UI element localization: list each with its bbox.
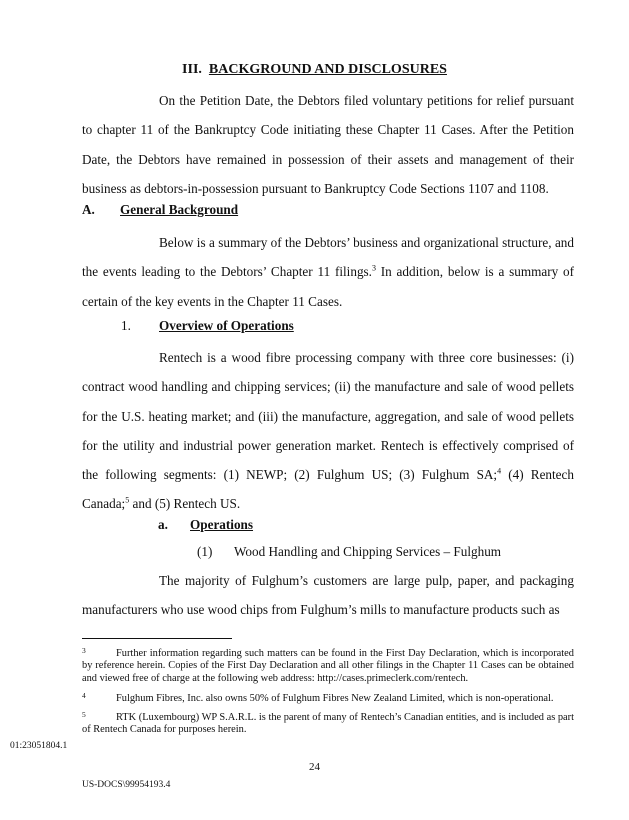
footnote-4: 4 Fulghum Fibres, Inc. also owns 50% of Fulghum Fibres New Zealand Limited, which is non-operational. [82, 691, 554, 704]
document-id-bottom: US-DOCS\99954193.4 [82, 780, 171, 790]
section-heading [0, 62, 629, 78]
section-1-paragraph: Rentech is a wood fibre processing company with three core businesses: (i) contract wood handling and chipping services; (ii) the manufacture and sale of wood pellets for the U.S. heating market; and (iii) the manufacture, aggregation, and sale of wood pellets for the utility and industrial power generation market. Rentech is effectively comprised of the following segments: (1) NEWP; (2) Fulghum US; (3) Fulghum SA;$^4$ (4) Rentech Canada;$^5$ and (5) Rentech US. [82, 350, 574, 512]
section-a-heading [82, 202, 239, 218]
subsection-a-letter: a. [158, 517, 168, 532]
subsection-1-heading [197, 544, 502, 560]
subsection-a-heading [158, 517, 254, 533]
footnote-ref-3: 3 [371, 263, 376, 273]
section-a-title: General Background [120, 202, 239, 217]
section-1-heading [121, 318, 294, 334]
subsection-a-title: Operations [190, 517, 254, 532]
footnote-3: 3 Further information regarding such matters can be found in the First Day Declaration, which is incorporated by reference herein. Copies of the First Day Declaration and all other filings in the Chapter 11 Cases can be obtained and viewed free of charge at the following web address: http://cases.primeclerk.com/rentech. [82, 646, 574, 684]
footnote-5: 5 RTK (Luxembourg) WP S.A.R.L. is the parent of many of Rentech’s Canadian entities, and is included as part of Rentech Canada for purposes herein. [82, 710, 575, 736]
footnote-ref-5: 5 [125, 496, 130, 506]
document-id-top: 01:23051804.1 [10, 741, 68, 751]
fulghum-paragraph: The majority of Fulghum’s customers are large pulp, paper, and packaging manufacturers who use wood chips from Fulghum’s mills to manufacture products such as [82, 573, 574, 618]
heading-number: III. [182, 62, 202, 77]
footnote-ref-4: 4 [497, 466, 502, 476]
section-a-letter: A. [82, 202, 95, 217]
section-a-paragraph: Below is a summary of the Debtors’ business and organizational structure, and the events leading to the Debtors’ Chapter 11 filings.$^3$ In addition, below is a summary of certain of the key events in the Chapter 11 Cases. [82, 235, 574, 309]
page-number: 24 [309, 761, 320, 773]
heading-title: BACKGROUND AND DISCLOSURES [208, 62, 447, 77]
subsection-1-title: Wood Handling and Chipping Services – Fulghum [234, 544, 502, 559]
section-1-title: Overview of Operations [159, 318, 294, 333]
section-1-number: 1. [121, 318, 131, 333]
footnote-divider [82, 638, 232, 639]
intro-paragraph: On the Petition Date, the Debtors filed voluntary petitions for relief pursuant to chapter 11 of the Bankruptcy Code initiating these Chapter 11 Cases. After the Petition Date, the Debtors have remained in possession of their assets and management of their business as debtors-in-possession pursuant to Bankruptcy Code Sections 1107 and 1108. [82, 93, 574, 196]
subsection-1-number: (1) [197, 544, 213, 559]
